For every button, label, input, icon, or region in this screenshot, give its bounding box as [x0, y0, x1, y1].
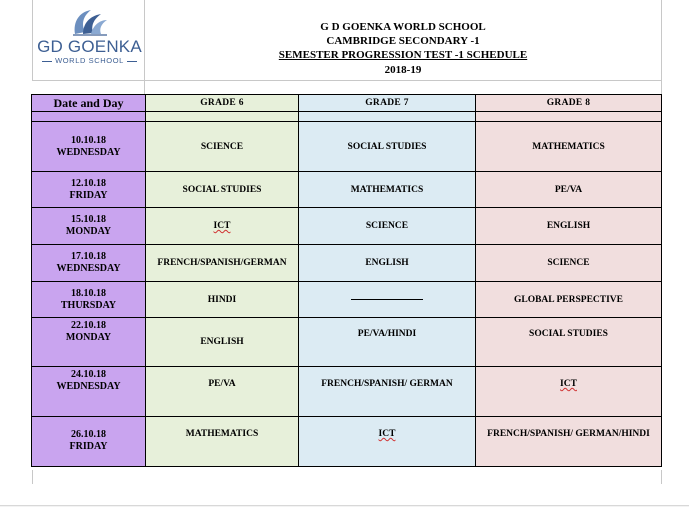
schedule-title: SEMESTER PROGRESSION TEST -1 SCHEDULE: [278, 49, 528, 61]
day: MONDAY: [65, 226, 112, 237]
date: 18.10.18: [71, 287, 106, 299]
header-frame-bottom: [32, 80, 661, 81]
logo-name: GD GOENKA: [37, 37, 142, 56]
column-header-grade7: GRADE 7: [299, 95, 476, 112]
date-cell: [32, 318, 146, 367]
footer-mark-right: [661, 470, 662, 484]
grade8-cell: FRENCH/SPANISH/ GERMAN/HINDI: [476, 417, 662, 467]
grade7-cell: SOCIAL STUDIES: [299, 122, 476, 172]
school-logo: [35, 4, 144, 78]
blank-line: [351, 299, 423, 300]
day: THURSDAY: [60, 299, 117, 311]
table-row: [32, 245, 662, 282]
spacer-cell: [299, 112, 476, 122]
day: MONDAY: [65, 332, 112, 343]
date: 26.10.18: [71, 429, 106, 440]
grade6-cell: MATHEMATICS: [146, 417, 299, 467]
day: FRIDAY: [69, 189, 108, 201]
grade8-cell: MATHEMATICS: [476, 122, 662, 172]
date: 24.10.18: [71, 369, 106, 380]
academic-year: 2018-19: [384, 64, 422, 76]
date-cell: [32, 208, 146, 245]
table-row: [32, 417, 662, 467]
grade8-cell: SCIENCE: [476, 245, 662, 282]
spacer-cell: [32, 112, 146, 122]
grade6-cell: [146, 208, 299, 245]
logo-subtitle: WORLD SCHOOL: [35, 56, 144, 65]
day: WEDNESDAY: [56, 381, 121, 392]
date-cell: [32, 417, 146, 467]
table-row: [32, 122, 662, 172]
header-frame-left: [32, 0, 33, 80]
schedule-table: [31, 94, 662, 467]
grade8-subject: ICT: [560, 379, 577, 389]
footer-mark-left: [32, 470, 33, 484]
date: 10.10.18: [71, 134, 106, 146]
spacer-row: [32, 112, 662, 122]
grade7-cell: FRENCH/SPANISH/ GERMAN: [299, 367, 476, 417]
day: FRIDAY: [69, 441, 108, 452]
spacer-cell: [476, 112, 662, 122]
grade6-cell: SCIENCE: [146, 122, 299, 172]
grade7-cell: PE/VA/HINDI: [299, 318, 476, 367]
grade6-cell: SOCIAL STUDIES: [146, 172, 299, 208]
grade6-cell: FRENCH/SPANISH/GERMAN: [146, 245, 299, 282]
grade6-subject: ICT: [213, 221, 231, 231]
school-name: G D GOENKA WORLD SCHOOL: [320, 21, 486, 33]
date: 22.10.18: [71, 320, 106, 331]
header-frame-right: [661, 0, 662, 94]
grade7-cell: [299, 282, 476, 318]
grade6-cell: HINDI: [146, 282, 299, 318]
grade8-cell: SOCIAL STUDIES: [476, 318, 662, 367]
program-name: CAMBRIDGE SECONDARY -1: [326, 35, 480, 47]
grade7-cell: [299, 417, 476, 467]
table-row: [32, 282, 662, 318]
date-cell: [32, 245, 146, 282]
table-row: [32, 172, 662, 208]
date-cell: [32, 122, 146, 172]
grade7-cell: MATHEMATICS: [299, 172, 476, 208]
date-cell: [32, 367, 146, 417]
spacer-cell: [146, 112, 299, 122]
day: WEDNESDAY: [56, 263, 121, 274]
column-header-grade8: GRADE 8: [476, 95, 662, 112]
table-row: [32, 367, 662, 417]
grade6-cell: ENGLISH: [146, 318, 299, 367]
swan-logo-icon: [71, 8, 109, 38]
table-row: [32, 208, 662, 245]
grade6-cell: PE/VA: [146, 367, 299, 417]
grade8-cell: [476, 367, 662, 417]
date: 12.10.18: [71, 177, 106, 189]
grade8-cell: GLOBAL PERSPECTIVE: [476, 282, 662, 318]
grade8-cell: PE/VA: [476, 172, 662, 208]
grade8-cell: ENGLISH: [476, 208, 662, 245]
column-header-date: Date and Day: [32, 95, 146, 112]
grade7-cell: SCIENCE: [299, 208, 476, 245]
date: 15.10.18: [71, 214, 106, 225]
date-cell: [32, 172, 146, 208]
column-header-grade6: GRADE 6: [146, 95, 299, 112]
grade7-subject: ICT: [378, 429, 396, 439]
table-row: [32, 318, 662, 367]
grade7-cell: ENGLISH: [299, 245, 476, 282]
table-header-row: [32, 95, 662, 112]
date-cell: [32, 282, 146, 318]
day: WEDNESDAY: [56, 146, 121, 158]
date: 17.10.18: [71, 251, 106, 262]
